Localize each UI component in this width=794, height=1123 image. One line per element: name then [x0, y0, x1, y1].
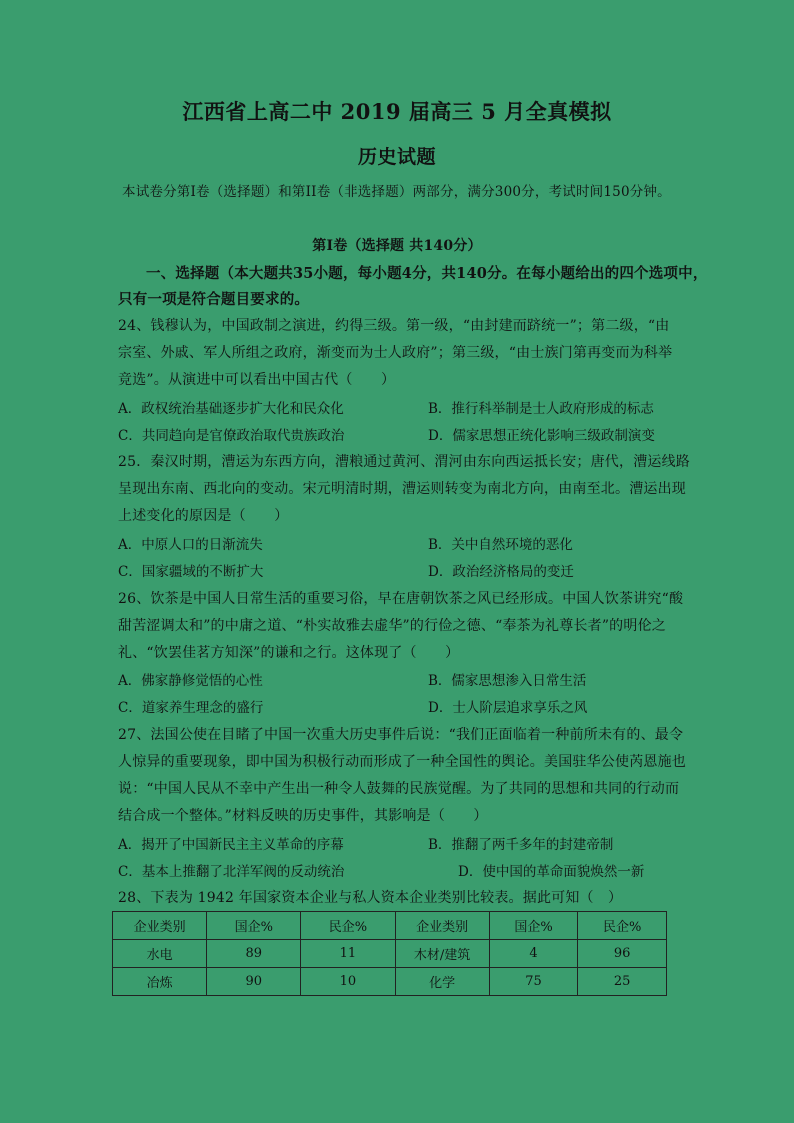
exam-subtitle: 历史试题 — [357, 146, 436, 168]
q27-line3: 说：“中国人民从不幸中产生出一种令人鼓舞的民族觉醒。为了共同的思想和共同的行动而 — [118, 781, 680, 797]
q25-line1: 25．秦汉时期，漕运为东西方向，漕粮通过黄河、渭河由东向西运抵长安；唐代，漕运线路 — [118, 454, 691, 470]
q24-option-a: A．政权统治基础逐步扩大化和民众化 — [118, 401, 344, 417]
q27-option-c: C．基本上推翻了北洋军阀的反动统治 — [118, 864, 345, 880]
q24-line3: 竞选”。从演进中可以看出中国古代（ ） — [118, 372, 396, 388]
q24-line2: 宗室、外戚、军人所组之政府，渐变而为士人政府”；第三级，“由士族门第再变而为科举 — [118, 345, 673, 361]
exam-intro: 本试卷分第Ⅰ卷（选择题）和第II卷（非选择题）两部分，满分300分，考试时间150分钟。 — [122, 184, 671, 200]
q28-line1: 28、下表为 1942 年国家资本企业与私人资本企业类别比较表。据此可知（ ） — [118, 890, 623, 906]
q26-option-a: A．佛家静修觉悟的心性 — [118, 673, 263, 689]
section-heading: 第Ⅰ卷（选择题 共140分） — [312, 238, 482, 254]
q26-option-d: D．士人阶层追求享乐之风 — [428, 700, 588, 716]
table-cell: 化学 — [395, 968, 489, 996]
table-header-row — [113, 912, 667, 940]
table-cell: 25 — [578, 968, 667, 996]
table-cell: 木材/建筑 — [395, 940, 489, 968]
q25-option-d: D．政治经济格局的变迁 — [428, 564, 574, 580]
table-header-cell: 民企% — [301, 912, 395, 940]
q25-line2: 呈现出东南、西北向的变动。宋元明清时期，漕运则转变为南北方向，由南至北。漕运出现 — [118, 481, 686, 497]
table-cell: 96 — [578, 940, 667, 968]
table-cell: 冶炼 — [113, 968, 207, 996]
section-instruction-line2: 只有一项是符合题目要求的。 — [118, 291, 310, 308]
table-cell: 89 — [207, 940, 301, 968]
q27-option-d: D．使中国的革命面貌焕然一新 — [458, 864, 645, 880]
table-header-cell: 国企% — [207, 912, 301, 940]
q26-option-c: C．道家养生理念的盛行 — [118, 700, 264, 716]
q26-option-b: B．儒家思想渗入日常生活 — [428, 673, 587, 689]
q24-option-c: C．共同趋向是官僚政治取代贵族政治 — [118, 428, 345, 444]
table-cell: 10 — [301, 968, 395, 996]
q27-line4: 结合成一个整体。”材料反映的历史事件，其影响是（ ） — [118, 808, 488, 824]
table-header-cell: 企业类别 — [395, 912, 489, 940]
q26-line2: 甜苦涩调太和”的中庸之道、“朴实故雅去虚华”的行俭之德、“奉茶为礼尊长者”的明伦之 — [118, 618, 666, 634]
enterprise-comparison-table — [112, 911, 667, 996]
q24-option-b: B．推行科举制是士人政府形成的标志 — [428, 401, 654, 417]
table-cell: 4 — [489, 940, 578, 968]
q27-line1: 27、法国公使在目睹了中国一次重大历史事件后说：“我们正面临着一种前所未有的、最令 — [118, 727, 684, 743]
q27-line2: 人惊异的重要现象，即中国为积极行动而形成了一种全国性的舆论。美国驻华公使芮恩施也 — [118, 754, 686, 770]
table-header-cell: 企业类别 — [113, 912, 207, 940]
table-row — [113, 940, 667, 968]
q25-option-c: C．国家疆域的不断扩大 — [118, 564, 264, 580]
q27-option-b: B．推翻了两千多年的封建帝制 — [428, 837, 614, 853]
table-row — [113, 968, 667, 996]
table-header-cell: 国企% — [489, 912, 578, 940]
table-header-cell: 民企% — [578, 912, 667, 940]
q25-option-a: A．中原人口的日渐流失 — [118, 537, 263, 553]
table-cell: 11 — [301, 940, 395, 968]
table-cell: 90 — [207, 968, 301, 996]
section-instruction-line1: 一、选择题（本大题共35小题，每小题4分，共140分。在每小题给出的四个选项中， — [146, 265, 708, 282]
table-cell: 75 — [489, 968, 578, 996]
q24-line1: 24、钱穆认为，中国政制之演进，约得三级。第一级，“由封建而跻统一”；第二级，“由 — [118, 318, 670, 334]
q26-line1: 26、饮茶是中国人日常生活的重要习俗，早在唐朝饮茶之风已经形成。中国人饮茶讲究“酸 — [118, 591, 684, 607]
table-cell: 水电 — [113, 940, 207, 968]
q25-option-b: B．关中自然环境的恶化 — [428, 537, 573, 553]
q24-option-d: D．儒家思想正统化影响三级政制演变 — [428, 428, 655, 444]
exam-title: 江西省上高二中 2019 届高三 5 月全真模拟 — [182, 99, 612, 124]
q25-line3: 上述变化的原因是（ ） — [118, 508, 289, 524]
q26-line3: 礼、“饮罢佳茗方知深”的谦和之行。这体现了（ ） — [118, 645, 460, 661]
q27-option-a: A．揭开了中国新民主主义革命的序幕 — [118, 837, 344, 853]
